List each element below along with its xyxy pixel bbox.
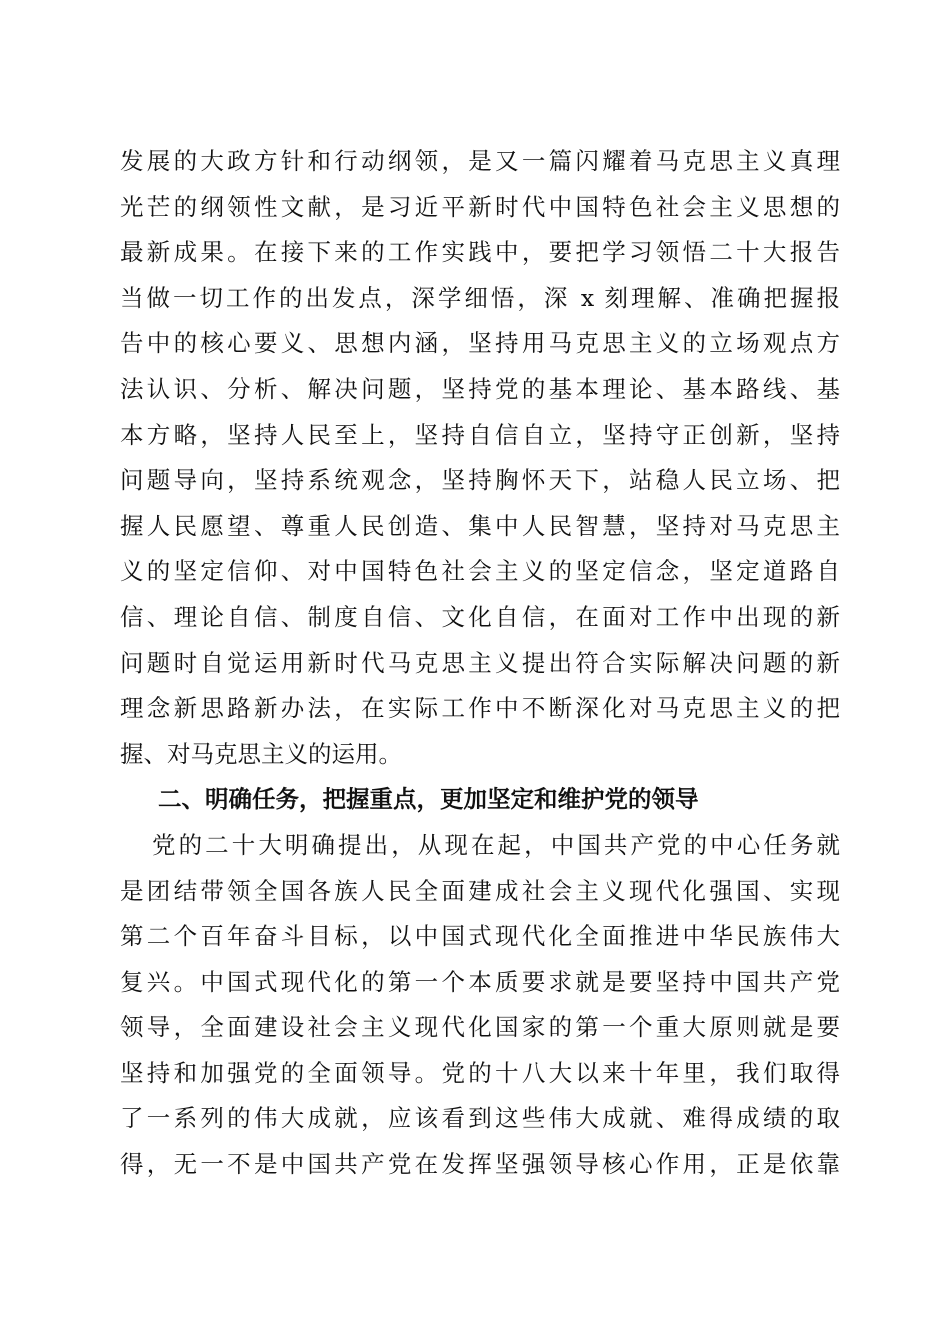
section-heading-2: 二、明确任务，把握重点，更加坚定和维护党的领导 bbox=[158, 785, 699, 814]
paragraph-line: 握、对马克思主义的运用。 bbox=[120, 739, 402, 768]
paragraph-line: 告中的核心要义、思想内涵，坚持用马克思主义的立场观点方 bbox=[120, 329, 840, 358]
paragraph-line: 领导，全面建设社会主义现代化国家的第一个重大原则就是要 bbox=[120, 1013, 840, 1042]
paragraph-line: 理念新思路新办法，在实际工作中不断深化对马克思主义的把 bbox=[120, 694, 840, 723]
paragraph-line: 复兴。中国式现代化的第一个本质要求就是要坚持中国共产党 bbox=[120, 967, 840, 996]
paragraph-line: 握人民愿望、尊重人民创造、集中人民智慧，坚持对马克思主 bbox=[120, 511, 840, 540]
document-body bbox=[120, 139, 840, 1188]
paragraph-line: 问题导向，坚持系统观念，坚持胸怀天下，站稳人民立场、把 bbox=[120, 466, 840, 495]
paragraph-line: 本方略，坚持人民至上，坚持自信自立，坚持守正创新，坚持 bbox=[120, 420, 840, 449]
paragraph-line: 法认识、分析、解决问题，坚持党的基本理论、基本路线、基 bbox=[120, 374, 840, 403]
paragraph-line: 党的二十大明确提出，从现在起，中国共产党的中心任务就 bbox=[152, 830, 840, 859]
paragraph-line: 最新成果。在接下来的工作实践中，要把学习领悟二十大报告 bbox=[120, 238, 840, 267]
paragraph-line: 第二个百年奋斗目标，以中国式现代化全面推进中华民族伟大 bbox=[120, 922, 840, 951]
paragraph-line: 得，无一不是中国共产党在发挥坚强领导核心作用，正是依靠 bbox=[120, 1150, 840, 1179]
paragraph-line: 义的坚定信仰、对中国特色社会主义的坚定信念，坚定道路自 bbox=[120, 557, 840, 586]
paragraph-line: 发展的大政方针和行动纲领，是又一篇闪耀着马克思主义真理 bbox=[120, 147, 840, 175]
paragraph-line: 坚持和加强党的全面领导。党的十八大以来十年里，我们取得 bbox=[120, 1058, 840, 1087]
paragraph-line: 是团结带领全国各族人民全面建成社会主义现代化强国、实现 bbox=[120, 876, 840, 905]
paragraph-1 bbox=[120, 139, 840, 777]
paragraph-2 bbox=[120, 823, 840, 1188]
paragraph-line: 信、理论自信、制度自信、文化自信，在面对工作中出现的新 bbox=[120, 602, 840, 631]
paragraph-line: 问题时自觉运用新时代马克思主义提出符合实际解决问题的新 bbox=[120, 648, 840, 677]
paragraph-line: 了一系列的伟大成就，应该看到这些伟大成就、难得成绩的取 bbox=[120, 1104, 840, 1133]
paragraph-line: 光芒的纲领性文献，是习近平新时代中国特色社会主义思想的 bbox=[120, 192, 840, 221]
paragraph-line: 当做一切工作的出发点，深学细悟，深 x 刻理解、准确把握报 bbox=[120, 283, 840, 312]
